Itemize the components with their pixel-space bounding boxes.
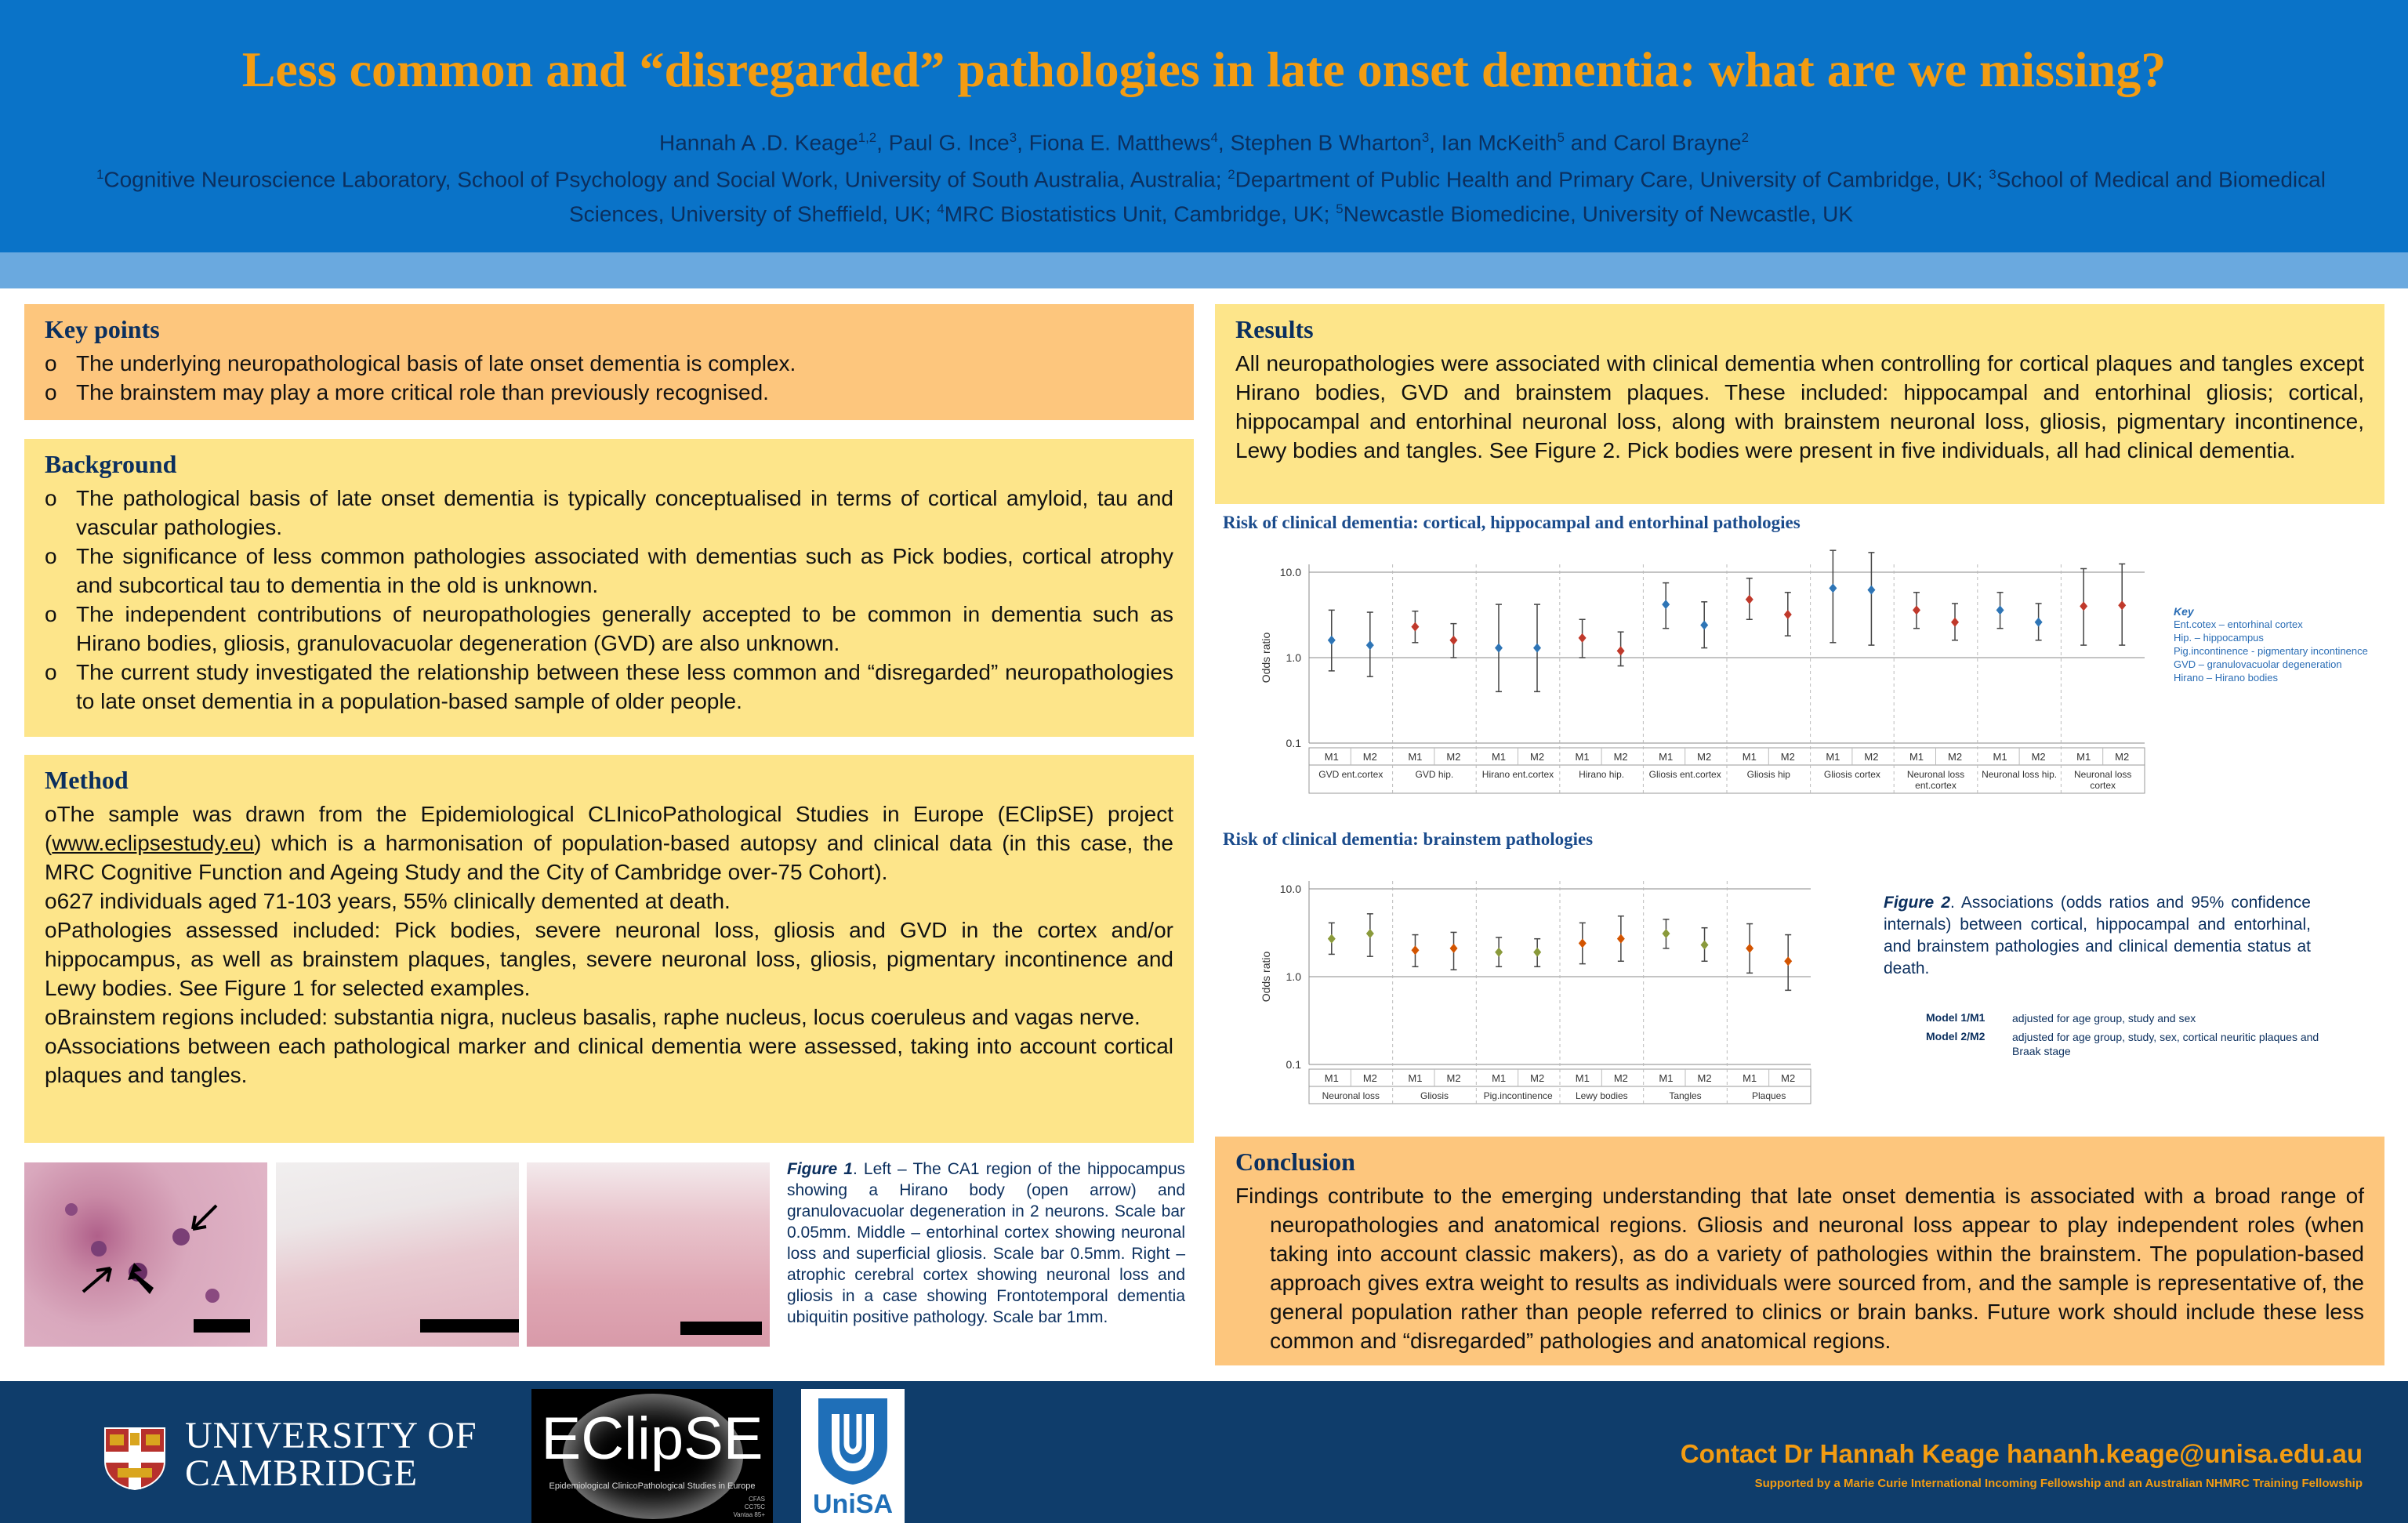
key-points-heading: Key points: [45, 315, 160, 343]
category-label: Hirano ent.cortex: [1481, 769, 1554, 780]
background-item: o The current study investigated the relationship between these less common and “disregarded” neuropathologies to late onset dementia in a population-based sample of older people.: [45, 658, 1173, 716]
model-label: M2: [1947, 751, 1963, 763]
model-label: M1: [1659, 1072, 1674, 1084]
key-points-panel: [24, 304, 1194, 420]
poster-title: Less common and “disregarded” pathologies in late onset dementia: what are we missing?: [241, 42, 2167, 97]
odds-ratio-point: [1579, 938, 1587, 948]
category-label: Pig.incontinence: [1483, 1090, 1553, 1101]
odds-ratio-point: [1746, 595, 1753, 604]
model-label: M2: [1446, 751, 1461, 763]
y-tick-label: 10.0: [1279, 566, 1301, 578]
y-tick-label: 0.1: [1286, 1058, 1301, 1071]
model-label: M2: [1864, 751, 1879, 763]
category-label: Gliosis cortex: [1823, 769, 1880, 780]
odds-ratio-point: [1579, 633, 1587, 643]
model-label: M1: [1742, 751, 1757, 763]
background-panel: [24, 439, 1194, 737]
category-label: Neuronal loss hip.: [1982, 769, 2058, 780]
odds-ratio-point: [2035, 618, 2043, 627]
author-name: Ian McKeith: [1441, 130, 1558, 155]
author-name: Fiona E. Matthews: [1028, 130, 1211, 155]
key-point-item: o The underlying neuropathological basis of late onset dementia is complex.: [45, 349, 1173, 378]
model-label: M1: [1575, 751, 1590, 763]
y-tick-label: 1.0: [1286, 651, 1301, 664]
affiliation: Newcastle Biomedicine, University of Newcastle, UK: [1343, 201, 1854, 227]
odds-ratio-point: [1617, 934, 1625, 944]
model-label: M2: [1446, 1072, 1461, 1084]
category-label: Neuronal loss: [1322, 1090, 1380, 1101]
conclusion-text: Findings contribute to the emerging understanding that late onset dementia is associated with a broad range of neuropathologies and anatomical regions. Gliosis and neuronal loss appear to play independent roles (when taking into account classic makers), as do a variety of pathologies within the brainstem. The population-based approach gives extra weight to results as individuals were sourced from, and the sample is representative of, the general population rather than people referred to clinics or brain banks. Future work should include these less common and “disregarded” pathologies and anatomical regions.: [1235, 1184, 2364, 1353]
model-label: M2: [1529, 751, 1545, 763]
key-points-list: [45, 349, 1173, 407]
hippocampus-micrograph: [24, 1162, 267, 1347]
author-name: Carol Brayne: [1613, 130, 1742, 155]
category-label: Gliosis hip: [1746, 769, 1790, 780]
model-label: M1: [1408, 1072, 1423, 1084]
model-label: M1: [1491, 751, 1507, 763]
odds-ratio-point: [1366, 640, 1374, 650]
background-item: o The significance of less common pathologies associated with dementias such as Pick bodies, cortical atrophy and subcortical tau to dementia in the old is unknown.: [45, 542, 1173, 600]
unisa-shield-icon: [814, 1395, 892, 1488]
odds-ratio-point: [1662, 600, 1670, 609]
scale-bar: [194, 1319, 250, 1333]
affiliation: Department of Public Health and Primary Care, University of Cambridge, UK;: [1235, 167, 1989, 192]
odds-ratio-point: [1450, 944, 1458, 953]
cerebral-cortex-micrograph: [527, 1162, 770, 1347]
odds-ratio-point: [1951, 618, 1959, 627]
scale-bar: [420, 1319, 519, 1333]
chart1-title: Risk of clinical dementia: cortical, hippocampal and entorhinal pathologies: [1223, 513, 1801, 532]
model-label: M2: [1697, 751, 1712, 763]
model-label: M1: [2076, 751, 2091, 763]
odds-ratio-point: [1867, 586, 1875, 595]
model-label: M1: [1993, 751, 2007, 763]
results-text: All neuropathologies were associated with clinical dementia when controlling for cortical plaques and tangles except Hirano bodies, GVD and brainstem plaques. These included: hippocampal and entorhinal gliosis; cortical, hippocampal and entorhinal neuronal loss, along with brainstem neuronal loss, gliosis, pigmentary incontinence, Lewy bodies and tangles. See Figure 2. Pick bodies were present in five individuals, all had clinical dementia.: [1235, 351, 2364, 462]
odds-ratio-point: [1449, 636, 1457, 645]
conclusion-panel: [1215, 1137, 2384, 1365]
model-label: M1: [1324, 1072, 1339, 1084]
model-label: M2: [1780, 751, 1795, 763]
key-item: Ent.cotex – entorhinal cortex: [2174, 618, 2303, 630]
y-tick-label: 0.1: [1286, 737, 1301, 749]
eclipse-logo: EClipSE Epidemiological ClinicoPathological Studies in Europe CFAS CC75C Vantaa 85+: [531, 1389, 773, 1523]
results-panel: [1215, 304, 2384, 504]
category-label: Plaques: [1751, 1090, 1786, 1101]
model-label: M1: [1492, 1072, 1507, 1084]
funding-statement: Supported by a Marie Curie International Incoming Fellowship and an Australian NHMRC Training Fellowship: [1754, 1477, 2363, 1490]
odds-ratio-point: [1533, 644, 1541, 653]
odds-ratio-point: [1996, 605, 2004, 615]
author-list: Hannah A .D. Keage$^{1,2}$, Paul G. Ince$^3$, Fiona E. Matthews$^4$, Stephen B Wharton$^3$, Ian McKeith$^5$ and Carol Brayne$^2$: [659, 130, 1749, 155]
category-label: Lewy bodies: [1575, 1090, 1628, 1101]
category-label: Neuronal loss: [2074, 769, 2132, 780]
model-label: M2: [1697, 1072, 1712, 1084]
model-definitions: [1926, 1011, 2334, 1063]
contact-info: Contact Dr Hannah Keage hananh.keage@unisa.edu.au: [1680, 1439, 2363, 1468]
y-axis-label: Odds ratio: [1260, 632, 1272, 684]
scale-bar: [680, 1322, 762, 1335]
model-label: M1: [1324, 751, 1339, 763]
category-label: cortex: [2090, 780, 2116, 791]
figure1-caption: Figure 1. Left – The CA1 region of the hippocampus showing a Hirano body (open arrow) and granulovacuolar degeneration in 2 neurons. Scale bar 0.05mm. Middle – entorhinal cortex showing neuronal loss and superficial gliosis. Scale bar 0.5mm. Right – atrophic cerebral cortex showing neuronal loss and gliosis in a case showing Frontotemporal dementia ubiquitin positive pathology. Scale bar 1mm.: [787, 1160, 1186, 1326]
entorhinal-cortex-micrograph: [276, 1162, 519, 1347]
author-name: Paul G. Ince: [888, 130, 1010, 155]
odds-ratio-point: [1533, 948, 1541, 957]
odds-ratio-point: [2080, 601, 2087, 611]
background-list: [45, 484, 1173, 716]
model-row: Model 2/M2 adjusted for age group, study, sex, cortical neuritic plaques and Braak stage: [1926, 1030, 2319, 1057]
category-label: Hirano hip.: [1579, 769, 1625, 780]
header-strip: [0, 252, 2408, 288]
odds-ratio-point: [1617, 646, 1625, 655]
key-item: Pig.incontinence - pigmentary incontinence: [2174, 645, 2368, 657]
model-label: M2: [2115, 751, 2130, 763]
odds-ratio-point: [1328, 636, 1336, 645]
category-label: Gliosis: [1420, 1090, 1449, 1101]
model-label: M1: [1909, 751, 1924, 763]
y-axis-label: Odds ratio: [1260, 951, 1272, 1003]
model-label: M1: [1743, 1072, 1757, 1084]
model-label: M1: [1408, 751, 1423, 763]
background-item: o The pathological basis of late onset dementia is typically conceptualised in terms of cortical amyloid, tau and vascular pathologies.: [45, 484, 1173, 542]
odds-ratio-point: [1700, 621, 1708, 630]
chart1-key: [2174, 605, 2377, 684]
chart2-title: Risk of clinical dementia: brainstem pathologies: [1223, 829, 1594, 849]
affiliation: School of Medical and Biomedical Sciences, University of Sheffield, UK;: [568, 167, 2326, 227]
key-item: Hirano – Hirano bodies: [2174, 672, 2278, 684]
odds-ratio-point: [1913, 605, 1920, 615]
model-label: M1: [1575, 1072, 1590, 1084]
odds-ratio-point: [1411, 622, 1419, 632]
author-name: Stephen B Wharton: [1230, 130, 1422, 155]
category-label: Neuronal loss: [1906, 769, 1965, 780]
key-item: GVD – granulovacuolar degeneration: [2174, 658, 2342, 670]
key-title: Key: [2174, 605, 2194, 618]
odds-ratio-point: [1411, 945, 1419, 955]
odds-ratio-point: [2118, 600, 2126, 610]
method-heading: Method: [45, 766, 129, 794]
affiliation-list: $^1$Cognitive Neuroscience Laboratory, School of Psychology and Social Work, University of South Australia, Australia; $^2$Department of Public Health and Primary Care, University of Cambridge, UK; $^3$School of Medical and Biomedical Sciences, University of Sheffield, UK; $^4$MRC Biostatistics Unit, Cambridge, UK; $^5$Newcastle Biomedicine, University of Newcastle, UK: [96, 167, 2326, 227]
model-label: M1: [1659, 751, 1674, 763]
method-item: o627 individuals aged 71-103 years, 55% clinically demented at death.: [45, 889, 731, 913]
method-item: oPathologies assessed included: Pick bodies, severe neuronal loss, gliosis and GVD in the cortex and/or hippocampus, as well as brainstem plaques, tangles, severe neuronal loss, gliosis, pigmentary incontinence and Lewy bodies. See Figure 1 for selected examples.: [45, 918, 1173, 1000]
odds-ratio-point: [1784, 956, 1792, 966]
chart1-cortical-hippocampal: [1254, 541, 2163, 800]
model-label: M2: [1613, 751, 1628, 763]
key-item: Hip. – hippocampus: [2174, 632, 2264, 644]
category-label: ent.cortex: [1915, 780, 1956, 791]
odds-ratio-point: [1662, 929, 1670, 938]
eclipse-study-link[interactable]: www.eclipsestudy.eu: [52, 831, 255, 855]
odds-ratio-point: [1701, 940, 1709, 949]
method-item: oAssociations between each pathological marker and clinical dementia were assessed, taking into account cortical plaques and tangles.: [45, 1034, 1173, 1087]
model-label: M2: [1530, 1072, 1545, 1084]
odds-ratio-point: [1366, 929, 1374, 938]
model-label: M2: [1781, 1072, 1796, 1084]
model-label: M2: [1362, 751, 1377, 763]
method-item: oThe sample was drawn from the Epidemiological CLInicoPathological Studies in Europe (EClipSE) project (www.eclipsestudy.eu) which is a harmonisation of population-based autopsy and clinical data (in this case, the MRC Cognitive Function and Ageing Study and the City of Cambridge over-75 Cohort).: [45, 802, 1173, 884]
y-tick-label: 10.0: [1279, 883, 1301, 895]
odds-ratio-point: [1495, 644, 1503, 653]
model-label: M2: [1362, 1072, 1377, 1084]
cambridge-crest-icon: [102, 1425, 168, 1491]
results-heading: Results: [1235, 315, 1314, 343]
model-row: Model 1/M1 adjusted for age group, study and sex: [1926, 1011, 2196, 1024]
method-item: oBrainstem regions included: substantia nigra, nucleus basalis, raphe nucleus, locus coeruleus and vagas nerve.: [45, 1005, 1141, 1029]
category-label: GVD ent.cortex: [1318, 769, 1384, 780]
category-label: GVD hip.: [1415, 769, 1454, 780]
affiliation: MRC Biostatistics Unit, Cambridge, UK;: [944, 201, 1336, 227]
method-list: [45, 800, 1173, 1090]
figure2-caption: Figure 2. Associations (odds ratios and 95% confidence internals) between cortical, hippocampal and entorhinal, and brainstem pathologies and clinical dementia status at death.: [1884, 894, 2311, 977]
method-panel: [24, 755, 1194, 1143]
key-point-item: o The brainstem may play a more critical role than previously recognised.: [45, 378, 1173, 407]
author-name: Hannah A .D. Keage: [659, 130, 858, 155]
category-label: Tangles: [1669, 1090, 1702, 1101]
model-label: M2: [2031, 751, 2046, 763]
model-label: M2: [1613, 1072, 1628, 1084]
chart2-brainstem: [1254, 861, 1834, 1111]
y-tick-label: 1.0: [1286, 970, 1301, 983]
background-heading: Background: [45, 450, 177, 478]
unisa-logo: UniSA: [801, 1389, 905, 1523]
odds-ratio-point: [1746, 944, 1753, 953]
model-label: M1: [1826, 751, 1840, 763]
cambridge-wordmark: UNIVERSITY OF CAMBRIDGE: [185, 1415, 477, 1494]
background-item: o The independent contributions of neuropathologies generally accepted to be common in dementia such as Hirano bodies, gliosis, granulovacuolar degeneration (GVD) are also unknown.: [45, 600, 1173, 658]
odds-ratio-point: [1829, 583, 1837, 593]
conclusion-heading: Conclusion: [1235, 1148, 1355, 1176]
odds-ratio-point: [1328, 934, 1336, 944]
affiliation: Cognitive Neuroscience Laboratory, School of Psychology and Social Work, University of South Australia, Australia;: [103, 167, 1228, 192]
odds-ratio-point: [1784, 610, 1792, 619]
odds-ratio-point: [1495, 948, 1503, 957]
category-label: Gliosis ent.cortex: [1648, 769, 1721, 780]
